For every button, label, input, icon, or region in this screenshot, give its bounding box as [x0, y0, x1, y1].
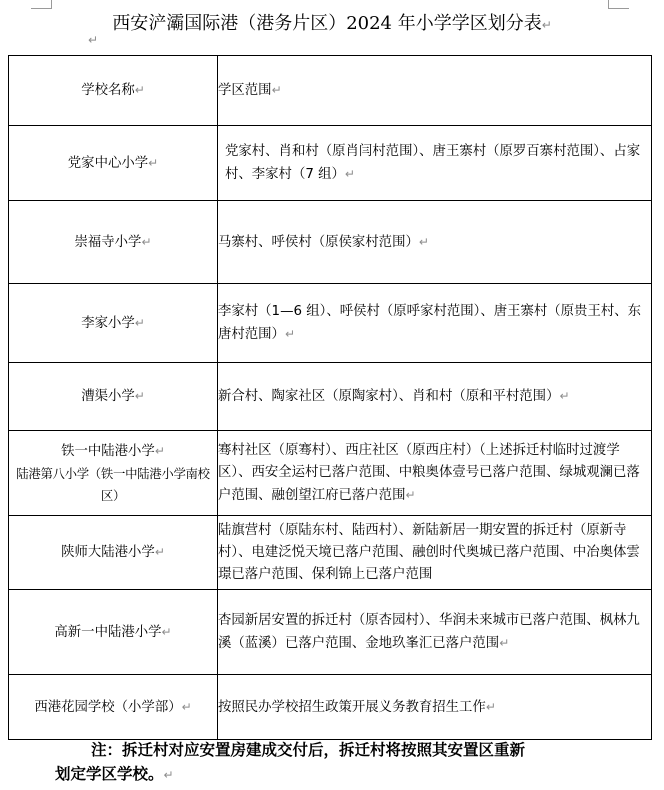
school-name: 李家小学: [81, 315, 135, 331]
paragraph-mark-icon: ↵: [134, 83, 145, 97]
range-text: [218, 696, 651, 719]
header-cell-school: [9, 56, 218, 126]
school-cell: [9, 431, 218, 516]
title-text: 西安浐灞国际港（港务片区）2024 年小学学区划分表: [112, 13, 542, 34]
table-row: [9, 516, 652, 590]
header-school-label: 学校名称: [81, 83, 135, 98]
paragraph-mark-icon: ↵: [284, 326, 296, 341]
table-row: [9, 284, 652, 363]
paragraph-mark-icon: ↵: [154, 443, 165, 458]
range-cell: [218, 590, 652, 675]
crop-mark-top-left: [31, 0, 52, 9]
paragraph-mark-icon: ↵: [271, 83, 282, 97]
paragraph-mark-icon: ↵: [344, 166, 355, 181]
table-header-row: [9, 56, 652, 126]
range-cell: [218, 201, 652, 284]
school-cell: [9, 126, 218, 201]
school-name: 崇福寺小学: [74, 234, 142, 250]
paragraph-mark-icon: ↵: [148, 155, 159, 170]
table-row: [9, 675, 652, 740]
table-row: [9, 590, 652, 675]
range-cell: [218, 675, 652, 740]
school-cell: [9, 590, 218, 675]
range-value: 陆旗营村（原陆东村、陆西村）、新陆新居一期安置的拆迁村（原新寺村）、电建泛悦天境已落户范围、融创时代奥城已落户范围、中冶奥体雲璟已落户范围、保利锦上已落户范围: [218, 522, 640, 582]
paragraph-mark-icon: ↵: [134, 389, 145, 403]
footnote-line-2: 划定学区学校。: [55, 765, 164, 783]
school-name-secondary: 陆港第八小学（铁一中陆港小学南校区）: [16, 465, 210, 503]
paragraph-mark-icon: ↵: [499, 635, 510, 650]
range-cell: [218, 126, 652, 201]
school-name: 党家中心小学: [67, 155, 149, 171]
range-value: 李家村（1—6 组）、呼侯村（原呼家村范围）、唐王寨村（原贵王村、东唐村范围）: [218, 303, 642, 342]
range-value: 党家村、肖和村（原肖闫村范围）、唐王寨村（原罗百寨村范围）、占家村、李家村（7 组）: [225, 143, 641, 182]
paragraph-mark-icon: ↵: [418, 234, 429, 249]
paragraph-mark-icon: ↵: [161, 624, 172, 639]
range-text: [218, 385, 651, 408]
paragraph-mark-icon: ↵: [163, 768, 174, 782]
header-range-label: 学区范围: [218, 83, 272, 98]
paragraph-mark-icon: ↵: [181, 699, 192, 714]
table-row: [9, 126, 652, 201]
table-row: [9, 431, 652, 516]
school-name: 高新一中陆港小学: [54, 624, 162, 640]
range-text: [218, 440, 651, 507]
crop-mark-top-right: [608, 0, 629, 9]
school-name: 西港花园学校（小学部）: [34, 699, 182, 715]
paragraph-mark-icon: ↵: [154, 545, 165, 559]
paragraph-mark-icon: ↵: [141, 234, 152, 249]
range-value: 新合村、陶家社区（原陶家村）、肖和村（原和平村范围）: [218, 389, 560, 404]
school-name: 陕师大陆港小学: [61, 545, 155, 560]
range-text: [218, 610, 651, 655]
range-text: [218, 520, 651, 586]
footnote-line-1: 注：拆迁村对应安置房建成交付后，拆迁村将按照其安置区重新: [91, 741, 526, 759]
footnote-line-2-wrap: [55, 762, 635, 787]
range-value: 杏园新居安置的拆迁村（原杏园村）、华润未来城市已落户范围、枫林九溪（蓝溪）已落户范围、金地玖峯汇已落户范围: [218, 612, 640, 651]
table-row: [9, 363, 652, 431]
range-text: [218, 231, 651, 254]
school-name: 漕渠小学: [81, 389, 135, 404]
header-cell-range: [218, 56, 652, 126]
paragraph-mark-icon: ↵: [88, 33, 99, 47]
range-text: [218, 301, 651, 346]
school-cell: [9, 284, 218, 363]
school-cell: [9, 516, 218, 590]
school-name-line: [9, 440, 217, 463]
paragraph-mark-icon: ↵: [134, 315, 145, 330]
school-district-table: [8, 55, 652, 740]
range-value: 马寨村、呼侯村（原侯家村范围）: [218, 234, 419, 250]
range-cell: [218, 516, 652, 590]
range-text: [218, 141, 651, 186]
footnote: [55, 738, 635, 787]
paragraph-mark-icon: ↵: [541, 18, 552, 32]
school-cell: [9, 363, 218, 431]
school-cell: [9, 201, 218, 284]
range-cell: [218, 431, 652, 516]
paragraph-mark-icon: ↵: [485, 699, 496, 714]
school-cell: [9, 675, 218, 740]
paragraph-mark-icon: ↵: [559, 389, 570, 403]
range-cell: [218, 363, 652, 431]
table-row: [9, 201, 652, 284]
range-cell: [218, 284, 652, 363]
document-title: [0, 9, 664, 35]
range-value: 骞村社区（原骞村）、西庄社区（原西庄村）（上述拆迁村临时过渡学区）、西安全运村已落户范围、中粮奥体壹号已落户范围、绿城观澜已落户范围、融创望江府已落户范围: [218, 442, 640, 503]
school-name: 铁一中陆港小学: [61, 443, 155, 459]
paragraph-mark-icon: ↵: [405, 487, 416, 502]
range-value: 按照民办学校招生政策开展义务教育招生工作: [218, 699, 486, 715]
